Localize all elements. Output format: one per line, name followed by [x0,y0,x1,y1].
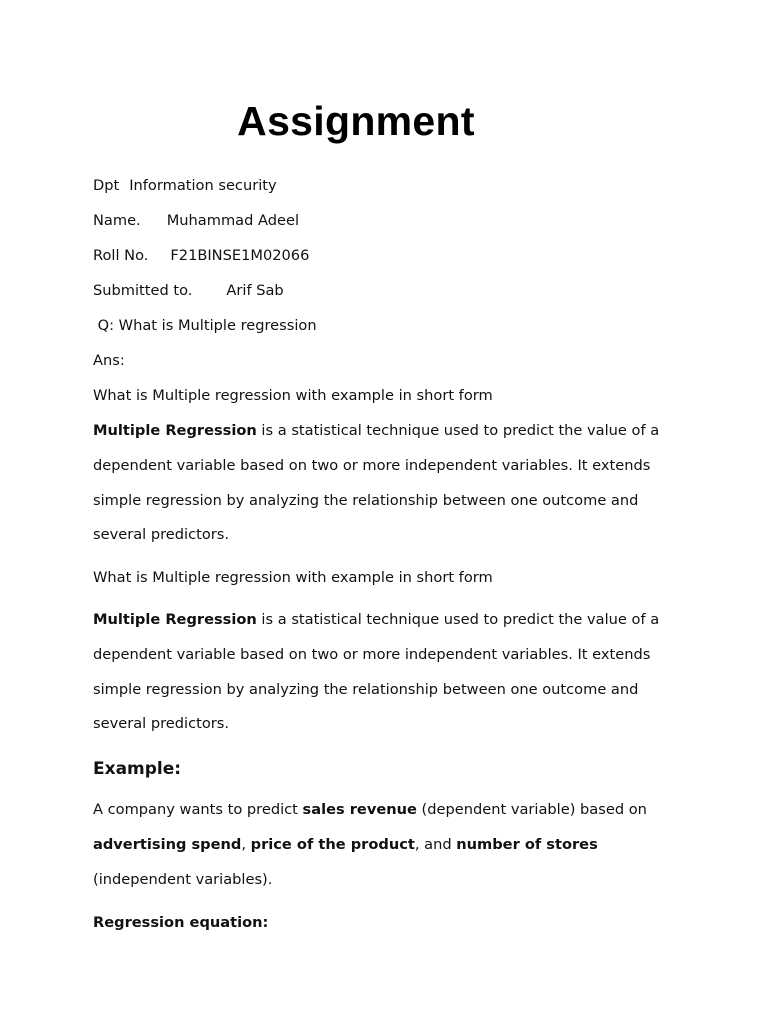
example-heading: Example: [93,759,182,779]
section1-term: Multiple Regression [93,422,257,439]
regression-equation-heading: Regression equation: [93,914,269,931]
section2-prompt: What is Multiple regression with example in short form [93,569,493,586]
dept-label: Dpt [93,177,120,194]
submitted-label: Submitted to. [93,282,193,299]
dept-line [93,176,277,196]
name-label: Name. [93,212,141,229]
section2-paragraph [93,603,673,742]
question-line: Q: What is Multiple regression [93,317,317,334]
answer-label: Ans: [93,352,125,369]
submitted-value: Arif Sab [226,282,284,299]
example-bold-advertising-spend: advertising spend [93,835,242,853]
roll-label: Roll No. [93,247,149,264]
example-text-4: , and [414,835,457,853]
document-title: Assignment [237,98,475,144]
section2-term: Multiple Regression [93,611,257,628]
section1-paragraph [93,414,673,553]
roll-value: F21BINSE1M02066 [170,247,310,264]
dept-value: Information security [129,177,277,194]
example-text-1: A company wants to predict [93,801,303,818]
example-text-3: , [241,835,251,853]
roll-line [93,246,309,266]
example-bold-price: price of the product [250,835,415,853]
name-line [93,211,299,231]
example-text-2: (dependent variable) based on [416,801,647,818]
example-bold-sales-revenue: sales revenue [302,801,417,818]
example-paragraph [93,793,673,897]
example-text-5: (independent variables). [93,870,273,888]
section2-body: is a statistical technique used to predict the value of a dependent variable based on two or more independent variables. It extends simple regression by analyzing the relationship between one outcome and several predictors. [93,611,660,733]
name-value: Muhammad Adeel [166,212,300,229]
example-bold-number-of-stores: number of stores [456,835,598,853]
submitted-line [93,281,284,301]
section1-prompt: What is Multiple regression with example in short form [93,387,493,404]
section1-body: is a statistical technique used to predict the value of a dependent variable based on two or more independent variables. It extends simple regression by analyzing the relationship between one outcome and several predictors. [93,422,660,544]
